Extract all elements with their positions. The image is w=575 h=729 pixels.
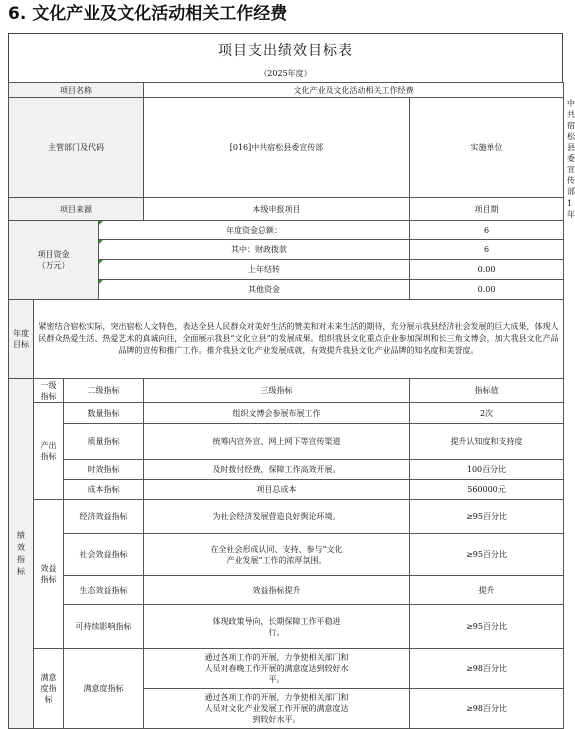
header-value: 指标值 bbox=[410, 379, 564, 403]
impl-label: 实施单位 bbox=[410, 98, 564, 198]
level3-cell: 统筹内宣外宣、网上网下等宣传渠道 bbox=[144, 424, 410, 460]
funds-label-line1: 项目资金 bbox=[37, 250, 70, 259]
level3-cell: 为社会经济发展营造良好舆论环境。 bbox=[144, 500, 410, 534]
level3-cell: 项目总成本 bbox=[144, 480, 410, 500]
table-year: （2025年度） bbox=[8, 66, 563, 82]
level2-cell: 生态效益指标 bbox=[64, 576, 144, 605]
level2-cell: 成本指标 bbox=[64, 480, 144, 500]
table-row bbox=[9, 424, 564, 460]
dept-row: 主管部门及代码 [016]中共宿松县委宣传部 实施单位 中共宿松县委宣传部 bbox=[9, 98, 564, 198]
level1-satisfaction: 满意度指标 bbox=[34, 649, 64, 729]
table-row bbox=[9, 576, 564, 605]
project-name-value: 文化产业及文化活动相关工作经费 bbox=[144, 83, 564, 98]
dept-label: 主管部门及代码 bbox=[9, 98, 144, 198]
header-level3: 三级指标 bbox=[144, 379, 410, 403]
level3-cell: 在全社会形成认同、支持、参与“文化产业发展”工作的浓厚氛围。 bbox=[144, 534, 410, 576]
performance-table bbox=[8, 82, 575, 729]
table-row bbox=[9, 480, 564, 500]
level3-cell: 组织文博会参展布展工作 bbox=[144, 403, 410, 424]
level2-cell: 可持续影响指标 bbox=[64, 605, 144, 649]
value-cell: ≥98百分比 bbox=[410, 649, 564, 689]
value-cell: 提升认知度和支持度 bbox=[410, 424, 564, 460]
funds-label bbox=[9, 221, 99, 300]
table-row bbox=[9, 460, 564, 480]
annual-goal-label-line2: 目标 bbox=[13, 340, 29, 349]
funds-other-label: 其他资金 bbox=[99, 280, 410, 300]
funds-fiscal-label: 其中：财政拨款 bbox=[99, 240, 410, 260]
level3-cell: 及时拨付经费，保障工作高效开展。 bbox=[144, 460, 410, 480]
annual-goal-label bbox=[9, 300, 34, 379]
value-cell: ≥95百分比 bbox=[410, 605, 564, 649]
annual-goal-row bbox=[9, 300, 564, 379]
level3-cell: 通过各项工作的开展，力争使相关部门和人员对文化产业发展工作开展的满意度达到较好水平。 bbox=[144, 689, 410, 729]
annual-goal-text: 紧密结合宿松实际，突出宿松人文特色，表达全县人民群众对美好生活的赞美和对未来生活的期待，充分展示我县经济社会发展的巨大成果，体现人民群众热爱生活、热爱艺术的真诚向往，全面展示我县“文化立县”的发展成果。组织我县文化重点企业参加深圳和长三角文博会，加大我县文化产品品牌的宣传和推广工作。推介我县文化产业发展成就，有效提升我县文化产业品牌的知名度和美誉度。 bbox=[34, 300, 564, 379]
source-label: 项目来源 bbox=[9, 198, 144, 221]
value-cell: 提升 bbox=[410, 576, 564, 605]
level1-benefit: 效益指标 bbox=[34, 500, 64, 649]
value-cell: ≥95百分比 bbox=[410, 534, 564, 576]
funds-label-line2: （万元） bbox=[37, 261, 70, 270]
indicator-section-label: 绩效指标 bbox=[9, 379, 34, 729]
table-row bbox=[9, 500, 564, 534]
table-row bbox=[9, 605, 564, 649]
period-label: 项目期 bbox=[410, 198, 564, 221]
funds-total-label: 年度资金总额： bbox=[99, 221, 410, 240]
source-row: 项目来源 本级申报项目 项目期 1年 bbox=[9, 198, 564, 221]
value-cell: 560000元 bbox=[410, 480, 564, 500]
level1-output: 产出指标 bbox=[34, 403, 64, 500]
project-name-label: 项目名称 bbox=[9, 83, 144, 98]
value-cell: 100百分比 bbox=[410, 460, 564, 480]
value-cell: ≥95百分比 bbox=[410, 500, 564, 534]
level2-cell: 社会效益指标 bbox=[64, 534, 144, 576]
header-level1: 一级指标 bbox=[34, 379, 64, 403]
level2-cell: 满意度指标 bbox=[64, 649, 144, 729]
table-row bbox=[9, 403, 564, 424]
indicator-header-row bbox=[9, 379, 564, 403]
funds-carryover-label: 上年结转 bbox=[99, 260, 410, 280]
performance-table-frame bbox=[8, 33, 575, 724]
level2-cell: 质量指标 bbox=[64, 424, 144, 460]
level2-cell: 数量指标 bbox=[64, 403, 144, 424]
project-name-row bbox=[9, 83, 564, 98]
source-value: 本级申报项目 bbox=[144, 198, 410, 221]
annual-goal-label-line1: 年度 bbox=[13, 329, 29, 338]
value-cell: ≥98百分比 bbox=[410, 689, 564, 729]
section-heading: 6. 文化产业及文化活动相关工作经费 bbox=[8, 4, 288, 24]
funds-carryover-value: 0.00 bbox=[410, 260, 564, 280]
table-title: 项目支出绩效目标表 bbox=[8, 33, 563, 66]
table-row bbox=[9, 649, 564, 689]
funds-other-value: 0.00 bbox=[410, 280, 564, 300]
level3-cell: 通过各项工作的开展，力争使相关部门和人员对春晚工作开展的满意度达到较好水平。 bbox=[144, 649, 410, 689]
level2-cell: 经济效益指标 bbox=[64, 500, 144, 534]
value-cell: 2次 bbox=[410, 403, 564, 424]
funds-total-value: 6 bbox=[410, 221, 564, 240]
level3-cell: 效益指标提升 bbox=[144, 576, 410, 605]
table-row bbox=[9, 534, 564, 576]
dept-value: [016]中共宿松县委宣传部 bbox=[144, 98, 410, 198]
level3-cell: 体现政策导向，长期保障工作平稳进行。 bbox=[144, 605, 410, 649]
funds-fiscal-value: 6 bbox=[410, 240, 564, 260]
header-level2: 二级指标 bbox=[64, 379, 144, 403]
funds-row-total bbox=[9, 221, 564, 240]
level2-cell: 时效指标 bbox=[64, 460, 144, 480]
